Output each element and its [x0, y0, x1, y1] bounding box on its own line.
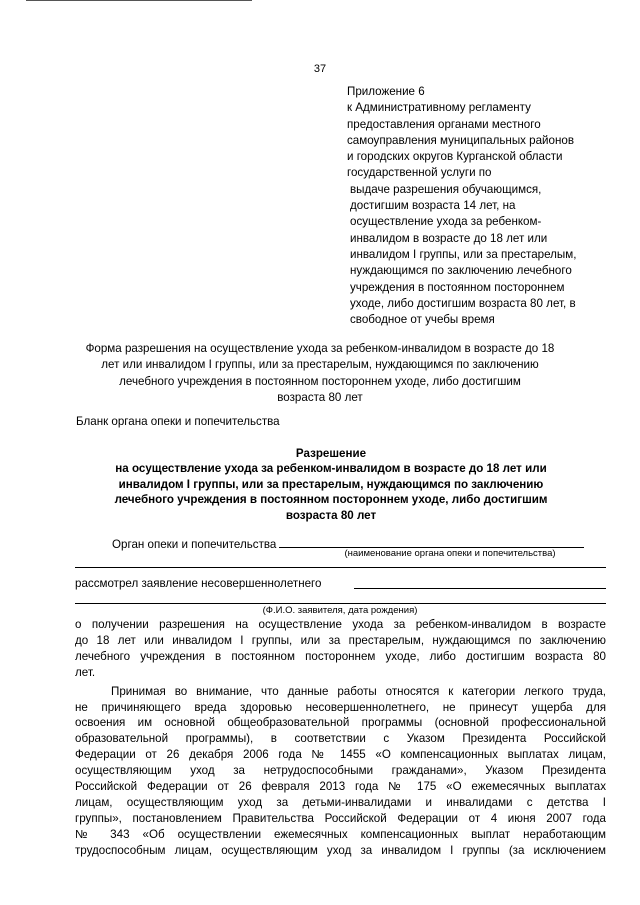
- applicant-fill-line[interactable]: [354, 588, 606, 589]
- form-title-line: Форма разрешения на осуществление ухода за ребенком-инвалидом в возрасте до 18: [85, 342, 555, 355]
- form-title: [60, 341, 580, 406]
- appendix-line: уходе, либо достигшим возраста 80 лет, в: [350, 296, 576, 310]
- organ-hint: (наименование органа опеки и попечительства): [344, 548, 556, 559]
- paragraph-line: освоения им основной общеобразовательной программы (основной профессиональной: [75, 716, 606, 730]
- document-title-line: на осуществление ухода за ребенком-инвалидом в возрасте до 18 лет или: [115, 462, 547, 476]
- appendix-line: нуждающимся по заключению лечебного: [350, 264, 572, 278]
- organ-label: Орган опеки и попечительства: [112, 538, 277, 551]
- blank-fill-line[interactable]: [75, 567, 606, 568]
- organ-fill-line[interactable]: [279, 535, 584, 548]
- appendix-line: государственной услуги по: [347, 166, 492, 180]
- body-text: [75, 617, 606, 859]
- document-title-line: лечебного учреждения в постоянном постороннем уходе, либо достигшим: [114, 493, 548, 507]
- review-label: рассмотрел заявление несовершеннолетнего: [75, 577, 322, 590]
- appendix-line: учреждения в постоянном постороннем: [350, 280, 565, 294]
- paragraph-line: группы», постановлением Правительства Российской Федерации от 4 июня 2007 года: [75, 811, 606, 825]
- paragraph-line: не причиняющего вреда здоровью несовершеннолетнего, не принесут ущерба для: [75, 700, 606, 714]
- appendix-line: свободное от учебы время: [350, 313, 495, 327]
- form-title-line: лет или инвалидом I группы, или за престарелым, нуждающимся по заключению: [101, 358, 539, 372]
- paragraph-line: лечебного учреждения в постоянном постороннем уходе, либо достигшим возраста 80: [75, 649, 606, 663]
- paragraph-line: осуществляющим уход за нетрудоспособными гражданами», Указом Президента: [75, 764, 606, 778]
- paragraph-line: Принимая во внимание, что данные работы относятся к категории легкого труда,: [111, 684, 606, 698]
- appendix-line: достигшим возраста 14 лет, на: [350, 199, 516, 213]
- review-row: [75, 576, 321, 592]
- paragraph-line: № 343 «Об осуществлении ежемесячных компенсационных выплат неработающим: [75, 827, 606, 841]
- paragraph-line: образовательной программы), в соответствии с Указом Президента Российской: [75, 732, 606, 746]
- appendix-line: осуществление ухода за ребенком-: [350, 215, 542, 229]
- paragraph-line: о получении разрешения на осуществление ухода за ребенком-инвалидом в возрасте: [75, 618, 606, 631]
- document-title: [86, 446, 576, 523]
- document-title-line: инвалидом I группы, или за престарелым, нуждающимся по заключению: [118, 477, 544, 491]
- paragraph-line: до 18 лет или инвалидом I группы, или за престарелым, нуждающимся по заключению: [75, 633, 606, 647]
- appendix-line: самоуправления муниципальных районов: [347, 133, 574, 147]
- appendix-line: выдаче разрешения обучающимся,: [350, 182, 542, 196]
- page-number: 37: [313, 63, 327, 75]
- document-title-line: возраста 80 лет: [285, 508, 377, 522]
- form-title-line: возраста 80 лет: [277, 390, 363, 404]
- applicant-fill-line-2[interactable]: [75, 603, 606, 604]
- top-border-line: [26, 0, 252, 1]
- form-title-line: лечебного учреждения в постоянном постороннем уходе, либо достигшим: [119, 374, 521, 388]
- appendix-line: предоставления органами местного: [347, 117, 541, 131]
- paragraph-line: трудоспособным лицам, осуществляющим уход за инвалидом I группы (за исключением: [75, 843, 606, 857]
- appendix-header: [347, 84, 617, 328]
- appendix-line: к Административному регламенту: [347, 101, 531, 115]
- paragraph-line: Российской Федерации от 26 февраля 2013 года № 175 «О ежемесячных выплатах: [75, 780, 606, 794]
- paragraph-line: Федерации от 26 декабря 2006 года № 1455 «О компенсационных выплатах лицам,: [75, 748, 606, 762]
- appendix-line: и городских округов Курганской области: [347, 150, 563, 164]
- document-title-line: Разрешение: [295, 447, 367, 460]
- paragraph-line: лет.: [75, 665, 96, 679]
- blank-label: Бланк органа опеки и попечительства: [76, 415, 280, 428]
- appendix-line: инвалидом I группы, или за престарелым,: [350, 247, 577, 261]
- paragraph-line: лицам, осуществляющим уход за детьми-инвалидами и инвалидами с детства I: [75, 795, 606, 809]
- appendix-line: инвалидом в возрасте до 18 лет или: [350, 231, 548, 245]
- fio-hint: (Ф.И.О. заявителя, дата рождения): [262, 605, 418, 616]
- appendix-line: Приложение 6: [347, 85, 425, 98]
